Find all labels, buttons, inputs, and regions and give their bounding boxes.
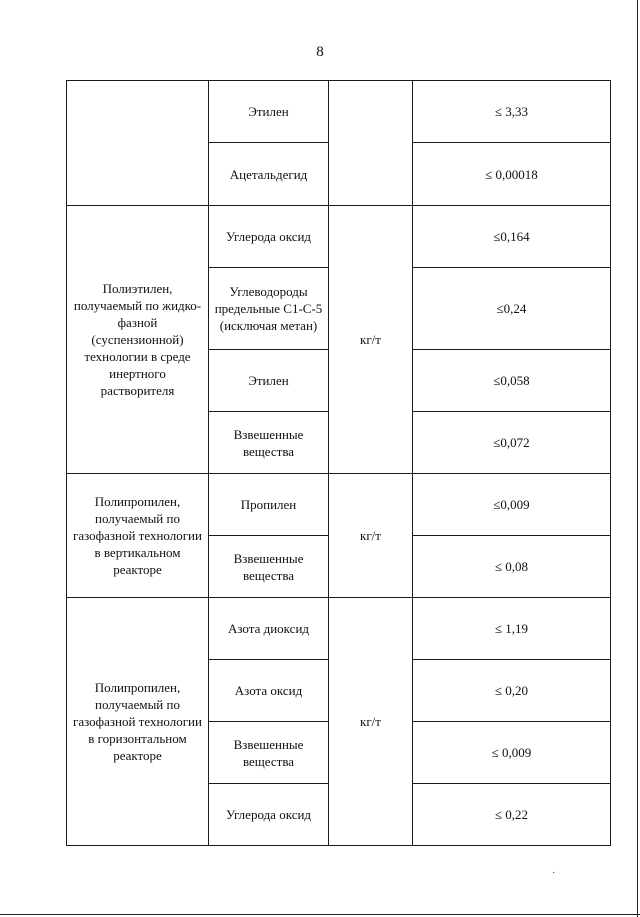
table-row: [67, 474, 611, 536]
substance-cell: Этилен: [209, 81, 329, 143]
value-cell: ≤ 0,22: [413, 784, 611, 846]
unit-cell: [329, 81, 413, 206]
value-cell: ≤ 0,009: [413, 722, 611, 784]
value-cell: ≤0,24: [413, 268, 611, 350]
product-cell: Полипропилен, получаемый по газофазной технологии в вертикальном реакторе: [67, 474, 209, 598]
substance-cell: Пропилен: [209, 474, 329, 536]
value-cell: ≤0,164: [413, 206, 611, 268]
page-edge-bottom: [0, 914, 640, 915]
substance-cell: Взвешенные вещества: [209, 536, 329, 598]
value-cell: ≤ 0,00018: [413, 143, 611, 206]
emission-norms-table: [66, 80, 611, 846]
substance-cell: Углеводороды предельные С1-С-5 (исключая метан): [209, 268, 329, 350]
substance-cell: Азота оксид: [209, 660, 329, 722]
page-number: 8: [316, 44, 324, 60]
unit-cell: кг/т: [329, 598, 413, 846]
value-cell: ≤0,072: [413, 412, 611, 474]
substance-cell: Ацетальдегид: [209, 143, 329, 206]
substance-cell: Взвешенные вещества: [209, 412, 329, 474]
substance-cell: Этилен: [209, 350, 329, 412]
value-cell: ≤ 0,20: [413, 660, 611, 722]
table-row: [67, 206, 611, 268]
product-cell: [67, 81, 209, 206]
value-cell: ≤0,058: [413, 350, 611, 412]
unit-cell: кг/т: [329, 474, 413, 598]
page-edge: [637, 0, 638, 917]
value-cell: ≤ 3,33: [413, 81, 611, 143]
value-cell: ≤ 0,08: [413, 536, 611, 598]
value-cell: ≤0,009: [413, 474, 611, 536]
unit-cell: кг/т: [329, 206, 413, 474]
product-cell: Полипропилен, получаемый по газофазной технологии в горизонтальном реакторе: [67, 598, 209, 846]
substance-cell: Взвешенные вещества: [209, 722, 329, 784]
substance-cell: Азота диоксид: [209, 598, 329, 660]
substance-cell: Углерода оксид: [209, 206, 329, 268]
table-row: [67, 598, 611, 660]
substance-cell: Углерода оксид: [209, 784, 329, 846]
table-row: [67, 81, 611, 143]
scan-speck: ·: [552, 868, 556, 879]
value-cell: ≤ 1,19: [413, 598, 611, 660]
product-cell: Полиэтилен, получаемый по жидко-фазной (суспензионной) технологии в среде инертного растворителя: [67, 206, 209, 474]
